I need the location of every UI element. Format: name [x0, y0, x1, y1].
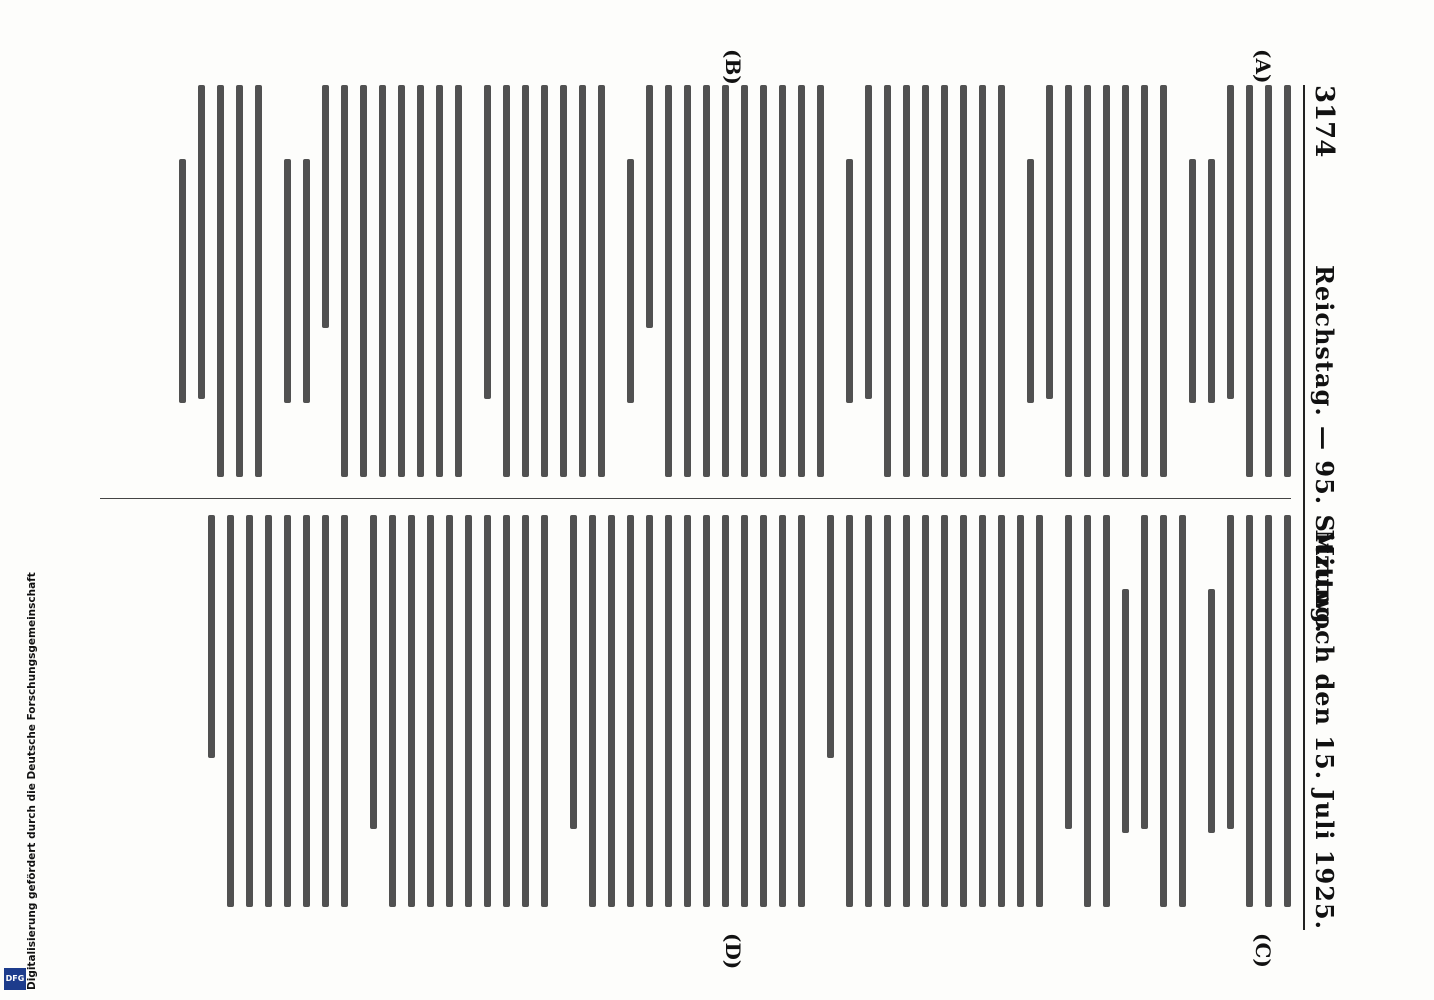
page-header-date: Mittwoch den 15. Juli 1925.	[1310, 529, 1339, 930]
column-divider	[100, 498, 1291, 499]
rotated-page-body	[100, 49, 1345, 970]
text-column-left	[100, 85, 1291, 477]
margin-marker-d: (D)	[721, 933, 745, 970]
margin-marker-b: (B)	[721, 49, 745, 85]
digitization-credit: Digitalisierung gefördert durch die Deutsche Forschungsgemeinschaft	[26, 572, 38, 990]
text-column-right	[100, 515, 1291, 907]
margin-marker-c: (C)	[1251, 933, 1275, 968]
header-rule	[1303, 85, 1305, 930]
page-header-title: Reichstag. — 95. Sitzung.	[1310, 265, 1339, 634]
margin-marker-a: (A)	[1251, 49, 1275, 84]
dfg-logo: DFG	[4, 968, 26, 990]
page-number: 3174	[1309, 85, 1339, 158]
